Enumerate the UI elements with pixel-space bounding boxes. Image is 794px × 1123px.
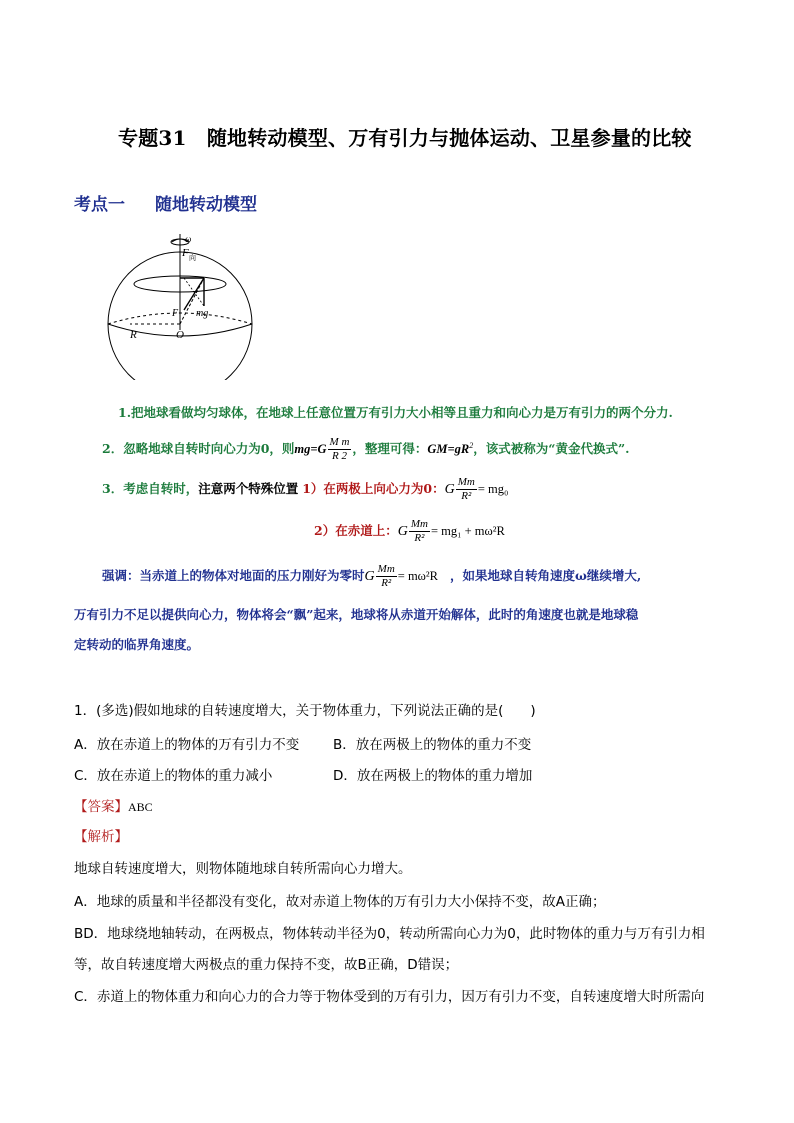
point-1: 1.把地球看做均匀球体，在地球上任意位置万有引力大小相等且重力和向心力是万有引力的两个分力. [118, 405, 673, 420]
emphasis-fraction: $\frac{Mm}{\text{R²}}$ [377, 563, 395, 589]
f-centripetal-subscript: 向 [189, 254, 196, 262]
section-name: 随地转动模型 [155, 195, 257, 215]
equator-condition-line: 2）在赤道上：G $\frac{Mm}{\text{R²}}$ = mg₁ + mω²R [314, 518, 505, 544]
earth-rotation-figure [100, 230, 260, 380]
question-stem: 1．(多选)假如地球的自转速度增大，关于物体重力，下列说法正确的是( ) [74, 703, 536, 719]
page-title: 专题31 随地转动模型、万有引力与抛体运动、卫星参量的比较 [118, 126, 692, 150]
answer-line [74, 795, 153, 815]
analysis-line-5: C．赤道上的物体重力和向心力的合力等于物体受到的万有引力，因万有引力不变，自转速度增大时所需向 [74, 989, 705, 1005]
emphasis-line-3: 定转动的临界角速度。 [74, 637, 200, 652]
p2-fraction: $\frac{\text{M m}}{R 2}$ [329, 436, 350, 462]
equator-condition: 2）在赤道上： [314, 523, 398, 538]
f-centripetal-label: F [182, 247, 189, 259]
analysis-line-4: 等，故自转速度增大两极点的重力保持不变，故B正确，D错误； [74, 957, 459, 973]
center-label: O [176, 329, 184, 341]
option-c: C．放在赤道上的物体的重力减小 [74, 768, 273, 784]
analysis-line-3: BD．地球绕地轴转动，在两极点，物体转动半径为0，转动所需向心力为0，此时物体的重力与万有引力相 [74, 926, 705, 942]
section-number: 考点一 [74, 195, 125, 215]
point-3: 3．考虑自转时，注意两个特殊位置 1）在两极上向心力为0：G $\frac{Mm}{\text{R²}}$ = mg₀ [102, 476, 509, 502]
radius-label: R [130, 329, 137, 341]
p2-gm: GM=gR [427, 442, 470, 456]
option-a: A．放在赤道上的物体的万有引力不变 [74, 737, 300, 753]
mg-label: mg [196, 308, 209, 319]
emphasis-line-1: 强调：当赤道上的物体对地面的压力刚好为零时G $\frac{Mm}{\text{R²}}$ = mω²R ，如果地球自转角速度ω继续增大, [102, 563, 642, 589]
answer-value: ABC [128, 800, 153, 814]
point-2: 2．忽略地球自转时向心力为0，则mg=G $\frac{\text{M m}}{R 2}$ ，整理可得：$GM=gR^2$，该式被称为“黄金代换式”. [102, 436, 630, 462]
analysis-line-1: 地球自转速度增大，则物体随地球自转所需向心力增大。 [74, 861, 412, 877]
pole-condition: 1）在两极上向心力为0： [302, 481, 445, 496]
emphasis-line-2: 万有引力不足以提供向心力，物体将会“飘”起来，地球将从赤道开始解体，此时的角速度也就是地球稳 [74, 607, 639, 622]
analysis-line-2: A．地球的质量和半径都没有变化，故对赤道上物体的万有引力大小保持不变，故A正确； [74, 894, 606, 910]
p2-mg: mg=G [294, 442, 327, 456]
omega-label: ω [185, 234, 192, 244]
option-d: D．放在两极上的物体的重力增加 [333, 768, 533, 784]
f-label: F [172, 308, 179, 319]
p3-eq1-fraction: $\frac{Mm}{\text{R²}}$ [457, 476, 475, 502]
section-heading [74, 190, 257, 215]
analysis-label: 【解析】 [74, 829, 128, 845]
p3-eq2-fraction: $\frac{Mm}{\text{R²}}$ [410, 518, 428, 544]
answer-label: 【答案】 [74, 799, 128, 815]
option-b: B．放在两极上的物体的重力不变 [333, 737, 532, 753]
